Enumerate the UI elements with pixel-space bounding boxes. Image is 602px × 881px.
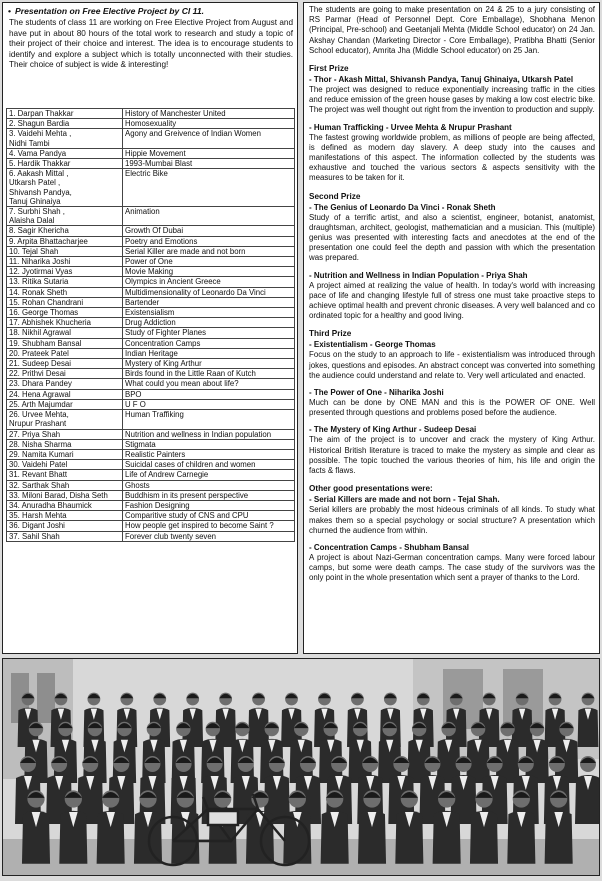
entry-title: - Serial Killers are made and not born - Tejal Shah. — [309, 495, 500, 505]
entry-title: - Existentialism - George Thomas — [309, 340, 436, 350]
entry-body: The fastest growing worldwide problem, as millions of people are being affected, is defined as modern day slavery. A deep study into the causes and manifestations of this aspect. The information collected by the students was exhaustive and touched the various sectors & aspects sensitivity with the measures to be taken for it. — [309, 132, 595, 183]
project-topic: Growth Of Dubai — [123, 226, 295, 236]
entry-body: Much can be done by ONE MAN and this is the POWER OF ONE. Well presented through questions and problems posed before the audience. — [309, 398, 595, 418]
table-row — [7, 297, 295, 307]
student-name: 32. Sarthak Shah — [7, 480, 123, 490]
first-prize-heading: First Prize — [309, 64, 349, 74]
student-name: 20. Prateek Patel — [7, 348, 123, 358]
entry-body: Study of a terrific artist, and also a scientist, engineer, botanist, anatomist, draughtsman, architect, geologist, mathematician and a musician. This (multiple) genius was presented with interesting facts and anecdotes at the end of the presentation one could feel the depth and passion with which the presentation was prepared. — [309, 212, 595, 263]
project-topic: Indian Heritage — [123, 348, 295, 358]
entry-body: The aim of the project is to uncover and crack the mystery of King Arthur. Historical British literature is traced to make the mystery as simple and clear as possible. The topic touched the various theories of him, his life and origin the facts & flaws. — [309, 435, 595, 476]
table-row — [7, 308, 295, 318]
table-row — [7, 338, 295, 348]
student-name: 34. Anuradha Bhaumick — [7, 500, 123, 510]
project-topic: History of Manchester United — [123, 109, 295, 119]
table-row — [7, 226, 295, 236]
student-name: 16. George Thomas — [7, 308, 123, 318]
student-name: 28. Nisha Sharma — [7, 439, 123, 449]
project-topic: Agony and Greivence of Indian Women — [123, 129, 295, 148]
table-row — [7, 359, 295, 369]
project-topic: Drug Addiction — [123, 318, 295, 328]
student-name: 35. Harsh Mehta — [7, 511, 123, 521]
project-topic: What could you mean about life? — [123, 379, 295, 389]
table-row — [7, 379, 295, 389]
table-row — [7, 348, 295, 358]
third-prize-heading: Third Prize — [309, 329, 352, 339]
project-topic: Comparitive study of CNS and CPU — [123, 511, 295, 521]
project-topic: Movie Making — [123, 267, 295, 277]
other-presentations-heading: Other good presentations were: — [309, 484, 433, 494]
student-name: 30. Vaidehi Patel — [7, 460, 123, 470]
project-table — [6, 108, 295, 542]
project-topic: Bartender — [123, 297, 295, 307]
table-row — [7, 328, 295, 338]
class-group-photo — [2, 658, 600, 876]
student-name: 31. Revant Bhatt — [7, 470, 123, 480]
table-row — [7, 470, 295, 480]
right-column — [303, 2, 600, 654]
project-topic: Stigmata — [123, 439, 295, 449]
table-row — [7, 129, 295, 148]
table-row — [7, 287, 295, 297]
intro-paragraph: The students of class 11 are working on Free Elective Project from August and have put in about 80 hours of the total work to research and study a topic of their project of their choice and interest. The idea is to encourage students to identify and explore a subject which is totally unconnected with their studies. Their choice of subject is wide & interesting! — [9, 18, 293, 70]
table-row — [7, 318, 295, 328]
table-row — [7, 148, 295, 158]
student-name: 1. Darpan Thakkar — [7, 109, 123, 119]
second-prize-heading: Second Prize — [309, 191, 361, 201]
table-row — [7, 267, 295, 277]
table-row — [7, 480, 295, 490]
project-topic: Human Traffiking — [123, 410, 295, 429]
project-topic: How people get inspired to become Saint ? — [123, 521, 295, 531]
student-name: 21. Sudeep Desai — [7, 359, 123, 369]
project-topic: Poetry and Emotions — [123, 236, 295, 246]
entry-body: Serial killers are probably the most hideous criminals of all kinds. To study what makes them so a special psychology or social structure? A presentation which churned the audience from within. — [309, 505, 595, 535]
table-row — [7, 449, 295, 459]
student-name: 11. Niharika Joshi — [7, 257, 123, 267]
table-row — [7, 511, 295, 521]
project-topic: Study of Fighter Planes — [123, 328, 295, 338]
table-row — [7, 207, 295, 226]
student-name: 15. Rohan Chandrani — [7, 297, 123, 307]
student-name: 4. Vama Pandya — [7, 148, 123, 158]
student-name: 6. Aakash Mittal , Utkarsh Patel , Shivansh Pandya, Tanuj Ghinaiya — [7, 169, 123, 207]
table-row — [7, 246, 295, 256]
entry-title: - Concentration Camps - Shubham Bansal — [309, 542, 470, 552]
table-row — [7, 399, 295, 409]
student-name: 3. Vaidehi Mehta , Nidhi Tambi — [7, 129, 123, 148]
student-name: 18. Nikhil Agrawal — [7, 328, 123, 338]
student-name: 22. Prithvi Desai — [7, 369, 123, 379]
student-name: 27. Priya Shah — [7, 429, 123, 439]
entry-title: - The Mystery of King Arthur - Sudeep Desai — [309, 425, 477, 435]
student-name: 26. Urvee Mehta, Nrupur Prashant — [7, 410, 123, 429]
entry-title: - Thor - Akash Mittal, Shivansh Pandya, Tanuj Ghinaiya, Utkarsh Patel — [309, 75, 574, 85]
entry-body: The project was designed to reduce exponentially increasing traffic in the cities and reduce emission of the green house gases by making a low cost electric bike. The project was well thought out right from the invention to production and supply. — [309, 85, 595, 115]
student-name: 9. Arpita Bhattacharjee — [7, 236, 123, 246]
project-topic: Mystery of King Arthur — [123, 359, 295, 369]
table-row — [7, 159, 295, 169]
project-topic: Nutrition and wellness in Indian population — [123, 429, 295, 439]
student-name: 5. Hardik Thakkar — [7, 159, 123, 169]
student-name: 10. Tejal Shah — [7, 246, 123, 256]
entry-title: - Nutrition and Wellness in Indian Population - Priya Shah — [309, 270, 528, 280]
student-name: 2. Shagun Bardia — [7, 119, 123, 129]
project-topic: Buddhism in its present perspective — [123, 490, 295, 500]
entry-body: Focus on the study to an approach to life - existentialism was introduced through jokes, questions and episodes. An abstract concept was converted into something the audience could understand and relate to. Very well articulated and enacted. — [309, 350, 595, 380]
project-topic: Suicidal cases of children and women — [123, 460, 295, 470]
project-topic: Multidimensionality of Leonardo Da Vinci — [123, 287, 295, 297]
project-topic: Realistic Painters — [123, 449, 295, 459]
left-column — [2, 2, 298, 654]
project-topic: Hippie Movement — [123, 148, 295, 158]
entry-body: A project is about Nazi-German concentration camps. Many were forced labour camps, but some were death camps. The case study of the survivors was the only point in the whole presentation which sent a prayer of thanks to the Lord. — [309, 552, 595, 583]
table-row — [7, 169, 295, 207]
project-topic: Power of One — [123, 257, 295, 267]
table-row — [7, 490, 295, 500]
entry-body: A project aimed at realizing the value of health. In today's world with increasing pace of life and changing lifestyle full of stress one must take proactive steps to achieve optimal health and prevent chronic diseases. A very well balanced and co ordinated topic for a healthy and good living. — [309, 280, 595, 321]
table-row — [7, 236, 295, 246]
project-topic: Concentration Camps — [123, 338, 295, 348]
entry-title: - The Genius of Leonardo Da Vinci - Ronak Sheth — [309, 202, 496, 212]
table-row — [7, 521, 295, 531]
project-topic: Ghosts — [123, 480, 295, 490]
project-topic: Existensialism — [123, 308, 295, 318]
project-topic: Fashion Designing — [123, 500, 295, 510]
table-row — [7, 439, 295, 449]
table-row — [7, 257, 295, 267]
project-topic: U F O — [123, 399, 295, 409]
student-name: 8. Sagir Khericha — [7, 226, 123, 236]
project-topic: Electric Bike — [123, 169, 295, 207]
section-heading: • Presentation on Free Elective Project by Cl 11. — [8, 6, 204, 16]
table-row — [7, 277, 295, 287]
student-name: 14. Ronak Sheth — [7, 287, 123, 297]
table-row — [7, 500, 295, 510]
student-name: 24. Hena Agrawal — [7, 389, 123, 399]
table-row — [7, 460, 295, 470]
project-topic: Life of Andrew Carnegie — [123, 470, 295, 480]
table-row — [7, 119, 295, 129]
project-topic: Serial Killer are made and not born — [123, 246, 295, 256]
entry-title: - Human Trafficking - Urvee Mehta & Nrupur Prashant — [309, 122, 512, 132]
student-name: 13. Ritika Sutaria — [7, 277, 123, 287]
group-photo-illustration — [3, 659, 599, 875]
jury-paragraph: The students are going to make presentation on 24 & 25 to a jury consisting of RS Parmar (Head of Personnel Dept. Core Emballage), Shobhana Menon (Principal, Pre-school) and Geetanjali Mehta (Middle School educator) on 24 Jan. Akshay Chandan (Marketing Director - Core Emballage), Pratibha Bhatti (Senior School educator), Amrita Jha (Middle School educator) on 25 Jan. — [309, 5, 595, 55]
table-row — [7, 531, 295, 541]
project-topic: Forever club twenty seven — [123, 531, 295, 541]
student-name: 36. Digant Joshi — [7, 521, 123, 531]
project-topic: Birds found in the Little Raan of Kutch — [123, 369, 295, 379]
project-topic: Olympics in Ancient Greece — [123, 277, 295, 287]
project-topic: Homosexuality — [123, 119, 295, 129]
project-topic: Animation — [123, 207, 295, 226]
table-row — [7, 410, 295, 429]
student-name: 19. Shubham Bansal — [7, 338, 123, 348]
project-topic: 1993-Mumbai Blast — [123, 159, 295, 169]
student-name: 25. Arth Majumdar — [7, 399, 123, 409]
student-name: 17. Abhishek Khucheria — [7, 318, 123, 328]
table-row — [7, 429, 295, 439]
table-row — [7, 389, 295, 399]
table-row — [7, 369, 295, 379]
student-name: 23. Dhara Pandey — [7, 379, 123, 389]
student-name: 37. Sahil Shah — [7, 531, 123, 541]
student-name: 29. Namita Kumari — [7, 449, 123, 459]
student-name: 7. Surbhi Shah , Alaisha Dalal — [7, 207, 123, 226]
heading-text: Presentation on Free Elective Project by Cl 11. — [15, 6, 204, 16]
table-row — [7, 109, 295, 119]
project-topic: BPO — [123, 389, 295, 399]
entry-title: - The Power of One - Niharika Joshi — [309, 388, 444, 398]
student-name: 33. Miloni Barad, Disha Seth — [7, 490, 123, 500]
student-name: 12. Jyotirmai Vyas — [7, 267, 123, 277]
